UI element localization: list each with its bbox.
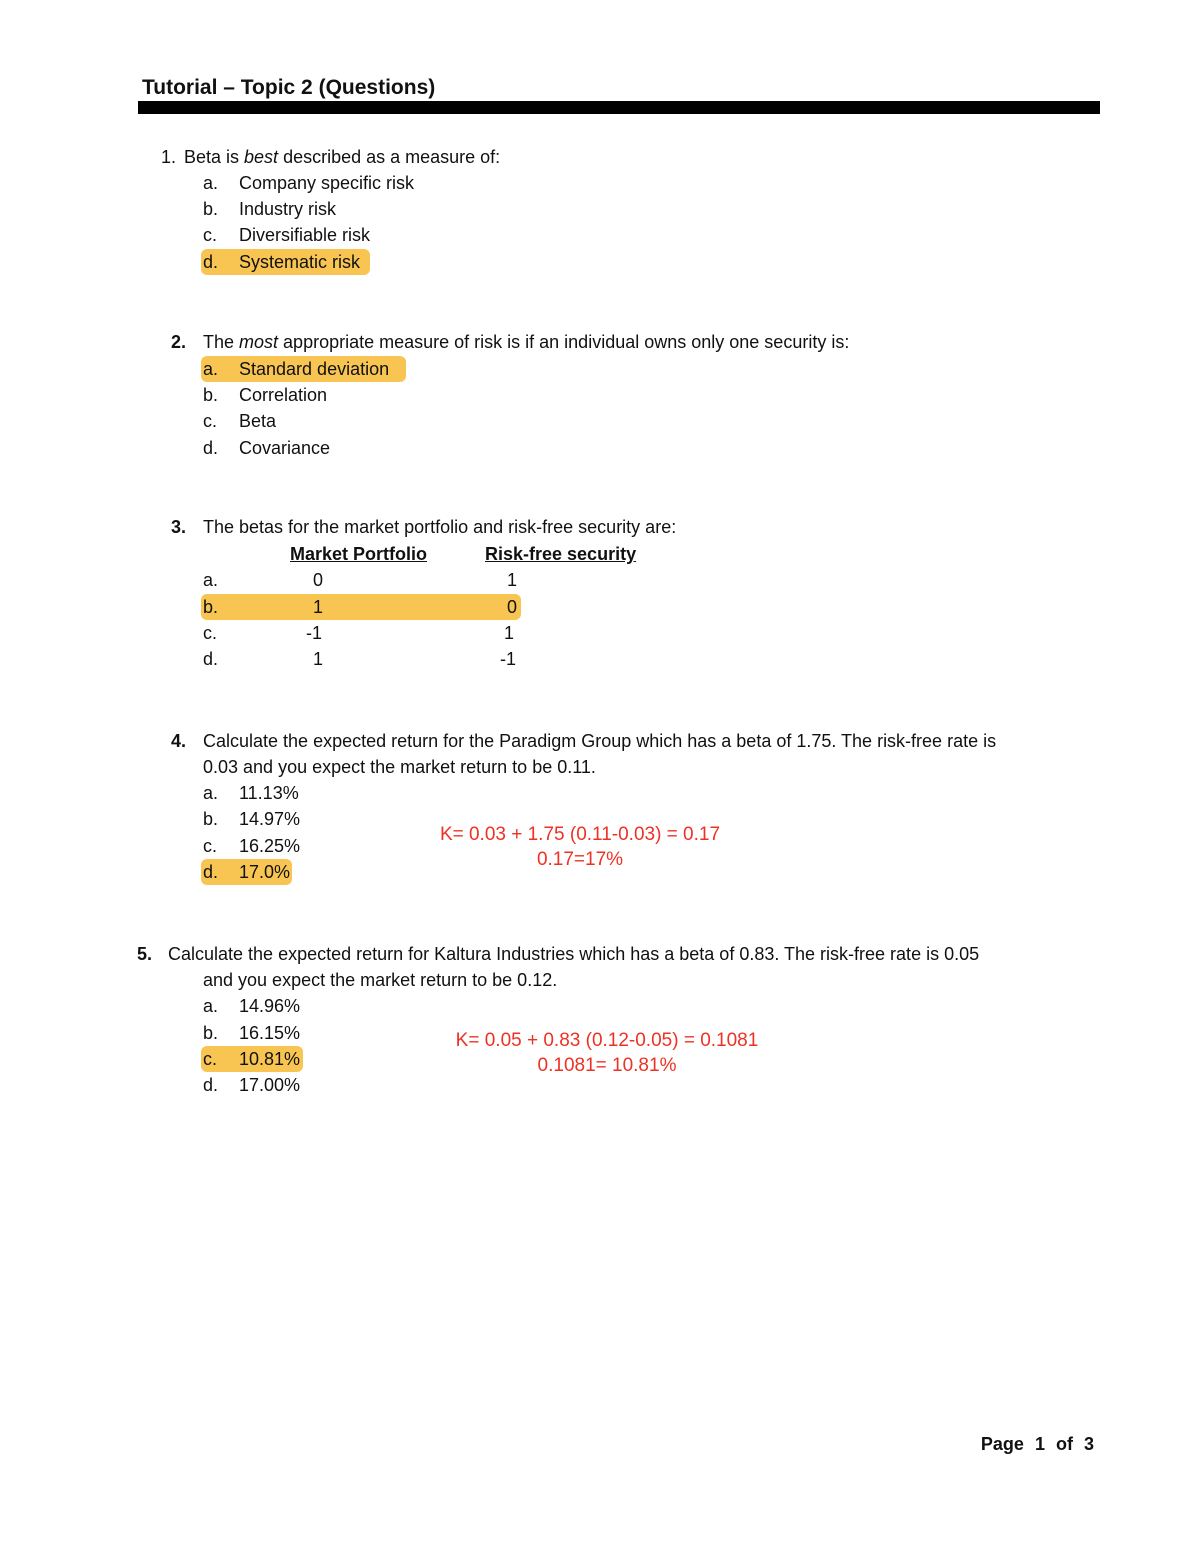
option-letter: a. — [203, 570, 219, 590]
option-letter: c. — [203, 411, 218, 431]
option-text: 17.00% — [239, 1075, 301, 1095]
page-title: Tutorial – Topic 2 (Questions) — [142, 76, 436, 99]
option-letter: a. — [203, 173, 219, 193]
option-text: Systematic risk — [239, 252, 361, 272]
calculation-annotation-line-1: K= 0.05 + 0.83 (0.12-0.05) = 0.1081 — [455, 1030, 759, 1051]
option-letter: c. — [203, 1049, 218, 1069]
question-text-line-2: and you expect the market return to be 0.12. — [203, 970, 558, 990]
option-letter: d. — [203, 649, 219, 669]
option-letter: b. — [203, 385, 219, 405]
question-emphasis: best — [244, 147, 279, 167]
option-text: 14.96% — [239, 996, 301, 1016]
option-text: 11.13% — [239, 783, 299, 803]
question-emphasis: most — [239, 332, 279, 352]
option-letter: c. — [203, 623, 218, 643]
market-beta-value: 1 — [312, 597, 323, 617]
question-text-end: described as a measure of: — [278, 147, 501, 167]
question-text-line-2: 0.03 and you expect the market return to be 0.11. — [203, 757, 596, 777]
risk-free-beta-value: 0 — [506, 597, 517, 617]
option-text: Correlation — [239, 385, 328, 405]
option-text: 14.97% — [239, 809, 301, 829]
risk-free-beta-value: 1 — [506, 570, 517, 590]
risk-free-beta-value: -1 — [499, 649, 516, 669]
option-letter: c. — [203, 836, 218, 856]
option-text: 10.81% — [239, 1049, 301, 1069]
calculation-annotation-line-1: K= 0.03 + 1.75 (0.11-0.03) = 0.17 — [439, 824, 721, 845]
option-letter: b. — [203, 1023, 219, 1043]
option-letter: b. — [203, 809, 219, 829]
table-header-market-portfolio: Market Portfolio — [290, 544, 428, 564]
option-letter: b. — [203, 597, 219, 617]
market-beta-value: -1 — [305, 623, 322, 643]
option-text: Covariance — [239, 438, 331, 458]
question-number: 3. — [170, 517, 186, 537]
page-number: 1 — [1034, 1434, 1045, 1454]
risk-free-beta-value: 1 — [503, 623, 514, 643]
option-letter: a. — [203, 359, 219, 379]
page-total: 3 — [1083, 1434, 1094, 1454]
option-text: 16.15% — [239, 1023, 301, 1043]
question-text — [184, 144, 500, 170]
question-number: 1. — [160, 147, 176, 167]
of-word: of — [1055, 1434, 1073, 1454]
option-text: Diversifiable risk — [239, 225, 371, 245]
option-text: Standard deviation — [239, 359, 390, 379]
table-header-risk-free-security: Risk-free security — [485, 544, 637, 564]
market-beta-value: 1 — [312, 649, 323, 669]
option-letter: d. — [203, 1075, 219, 1095]
question-text-line-1: Calculate the expected return for the Paradigm Group which has a beta of 1.75. The risk-free rate is — [203, 731, 997, 751]
option-text: 16.25% — [239, 836, 301, 856]
answer-highlight — [201, 594, 521, 620]
option-letter: b. — [203, 199, 219, 219]
question-text-line-1: Calculate the expected return for Kaltura Industries which has a beta of 0.83. The risk-free rate is 0.05 — [168, 944, 980, 964]
option-letter: a. — [203, 996, 219, 1016]
option-text: Beta — [239, 411, 277, 431]
question-text: The betas for the market portfolio and risk-free security are: — [203, 517, 677, 537]
option-text: 17.0% — [239, 862, 291, 882]
option-text: Industry risk — [239, 199, 337, 219]
question-text — [203, 329, 849, 355]
option-text: Company specific risk — [239, 173, 415, 193]
option-letter: d. — [203, 862, 219, 882]
option-letter: d. — [203, 438, 219, 458]
option-letter: c. — [203, 225, 218, 245]
question-number: 5. — [136, 944, 152, 964]
market-beta-value: 0 — [312, 570, 323, 590]
title-rule — [138, 101, 1100, 114]
calculation-annotation-line-2: 0.1081= 10.81% — [537, 1055, 677, 1076]
question-text-start: The — [203, 332, 240, 352]
page-word: Page — [980, 1434, 1024, 1454]
calculation-annotation-line-2: 0.17=17% — [536, 849, 624, 870]
question-text-start: Beta is — [184, 147, 245, 167]
question-number: 2. — [170, 332, 186, 352]
question-text-end: appropriate measure of risk is if an individual owns only one security is: — [278, 332, 850, 352]
question-number: 4. — [170, 731, 186, 751]
option-letter: d. — [203, 252, 219, 272]
page-footer — [981, 1431, 1094, 1457]
option-letter: a. — [203, 783, 219, 803]
